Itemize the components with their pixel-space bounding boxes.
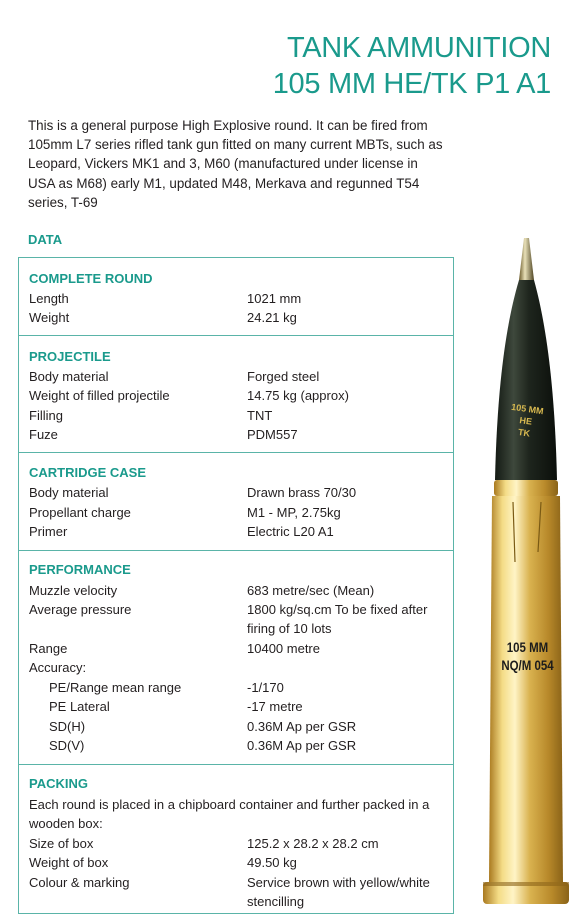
spec-value: -17 metre	[247, 699, 303, 714]
spec-value: Service brown with yellow/white stencilling	[247, 875, 430, 910]
section-title: CARTRIDGE CASE	[29, 465, 147, 480]
spec-key: PE/Range mean range	[49, 680, 182, 695]
data-heading: DATA	[28, 232, 63, 247]
cartridge-case	[489, 496, 563, 882]
title-line-1: TANK AMMUNITION	[286, 32, 551, 64]
tank-round-illustration	[475, 232, 575, 918]
section-projectile	[19, 336, 453, 453]
section-title: PACKING	[29, 776, 88, 791]
intro-paragraph: This is a general purpose High Explosive round. It can be fired from 105mm L7 series rifled tank gun fitted on many current MBTs, such as Leopard, Vickers MK1 and 3, M60 (manufactured under license in USA as M68) early M1, updated M48, Merkava and regunned T54 series, T-69	[28, 118, 443, 210]
spec-value: 24.21 kg	[247, 310, 297, 325]
spec-key: Body material	[29, 485, 109, 500]
spec-key: Primer	[29, 524, 68, 539]
spec-key: Body material	[29, 369, 109, 384]
spec-value: 1021 mm	[247, 291, 302, 306]
spec-key: Weight of filled projectile	[29, 388, 170, 403]
spec-value: 125.2 x 28.2 x 28.2 cm	[247, 836, 379, 851]
spec-value: 0.36M Ap per GSR	[247, 738, 357, 753]
spec-key: Range	[29, 641, 68, 656]
spec-value: 683 metre/sec (Mean)	[247, 583, 375, 598]
case-mouth	[494, 480, 558, 496]
spec-value: Forged steel	[247, 369, 320, 384]
projectile-label-line-2: HE	[518, 415, 533, 427]
spec-value: 10400 metre	[247, 641, 320, 656]
spec-value: 0.36M Ap per GSR	[247, 719, 357, 734]
section-performance	[19, 551, 453, 765]
spec-value: Electric L20 A1	[247, 524, 334, 539]
spec-value: 49.50 kg	[247, 855, 297, 870]
spec-key: Colour & marking	[29, 875, 130, 890]
spec-value: TNT	[247, 408, 273, 423]
spec-key: Weight	[29, 310, 70, 325]
data-panel	[18, 257, 454, 914]
spec-key: Weight of box	[29, 855, 109, 870]
spec-value: M1 - MP, 2.75kg	[247, 505, 341, 520]
title-line-2: 105 MM HE/TK P1 A1	[272, 68, 551, 100]
case-label-line-2: NQ/M 054	[501, 656, 554, 674]
spec-key: SD(H)	[49, 719, 86, 734]
projectile-body	[495, 280, 557, 480]
spec-key: Propellant charge	[29, 505, 131, 520]
spec-key: PE Lateral	[49, 699, 110, 714]
spec-key: Average pressure	[29, 602, 132, 617]
spec-key: Filling	[29, 408, 63, 423]
section-title: PROJECTILE	[29, 349, 111, 364]
spec-key: Accuracy:	[29, 660, 87, 675]
page-title	[273, 30, 551, 102]
spec-value: PDM557	[247, 427, 298, 442]
spec-value: 14.75 kg (approx)	[247, 388, 349, 403]
case-label	[501, 639, 554, 673]
spec-value: -1/170	[247, 680, 284, 695]
fuze-tip	[519, 238, 534, 280]
section-packing	[19, 765, 453, 913]
section-title: COMPLETE ROUND	[29, 271, 153, 286]
spec-key: Muzzle velocity	[29, 583, 118, 598]
projectile-label-line-1: 105 MM	[510, 401, 545, 417]
section-cartridge-case	[19, 453, 453, 551]
spec-value: Drawn brass 70/30	[247, 485, 357, 500]
section-title: PERFORMANCE	[29, 562, 131, 577]
case-label-line-1: 105 MM	[506, 638, 549, 656]
spec-key: SD(V)	[49, 738, 85, 753]
spec-key: Size of box	[29, 836, 94, 851]
projectile-label-line-3: TK	[517, 427, 531, 439]
spec-key: Length	[29, 291, 69, 306]
section-complete-round	[19, 258, 453, 336]
spec-key: Fuze	[29, 427, 58, 442]
packing-note: Each round is placed in a chipboard container and further packed in a wooden box:	[29, 797, 430, 832]
spec-value: 1800 kg/sq.cm To be fixed after firing of 10 lots	[247, 602, 428, 637]
